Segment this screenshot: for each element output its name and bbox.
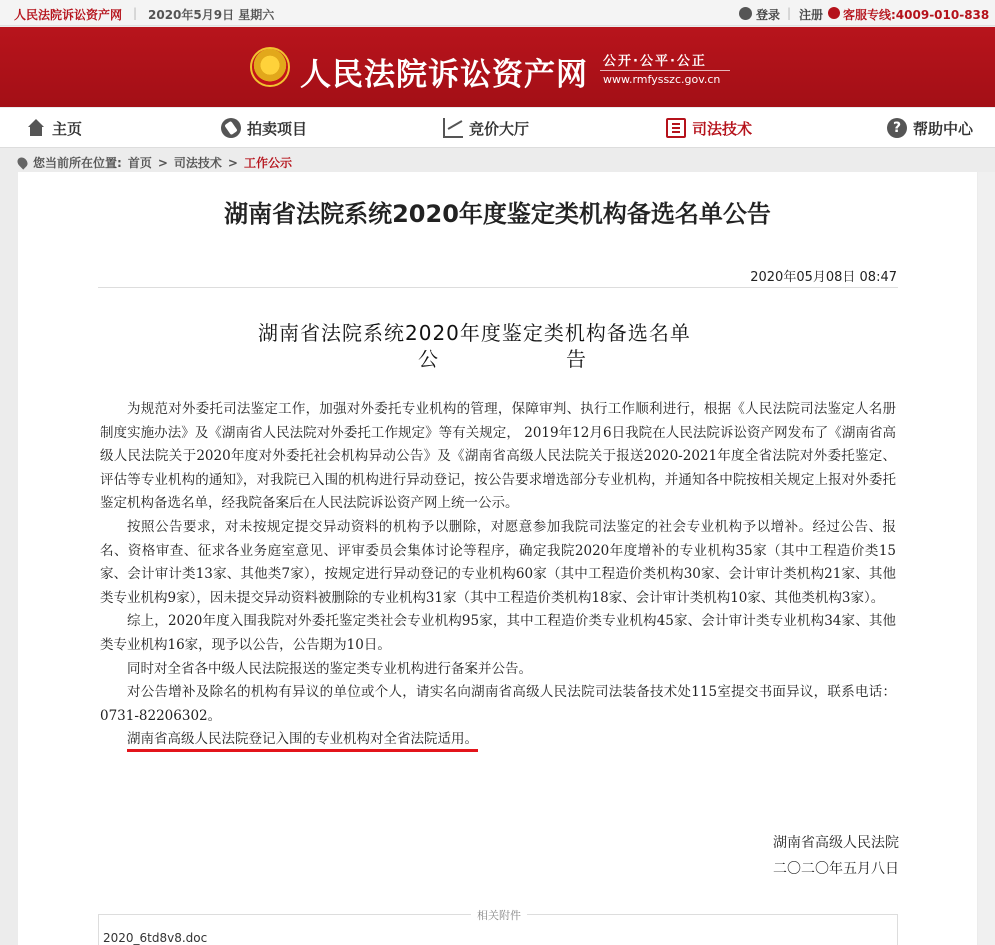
location-pin-icon — [15, 155, 29, 169]
chart-icon — [443, 118, 463, 138]
breadcrumb-home[interactable]: 首页 — [127, 156, 152, 170]
paragraph: 为规范对外委托司法鉴定工作，加强对外委托专业机构的管理，保障审判、执行工作顺利进行，根据《人民法院司法鉴定人名册制度实施办法》及《湖南省人民法院对外委托工作规定》等有关规定， 2019年12月6日我院在人民法院诉讼资产网发布了《湖南省高级人民法院关于2020年度对外委托社会机构异动公告》及《湖南省高级人民法院关于报送2020-2021年度全省法院对外委托鉴定、评估等专业机构的通知》，对我院已入围的机构进行异动登记，按公告要求增选部分专业机构，并通知各中院按相关规定上报对外委托鉴定机构备选名单，经我院备案后在人民法院诉讼资产网上统一公示。 — [100, 401, 896, 512]
breadcrumb-separator: > — [227, 155, 238, 170]
scrollbar[interactable] — [978, 172, 995, 945]
slogan: 公开·公平·公正 — [603, 54, 707, 69]
publish-time: 2020年05月08日 08:47 — [750, 270, 897, 285]
divider — [600, 70, 730, 71]
article-body — [100, 398, 896, 752]
home-icon — [26, 118, 46, 138]
page-title: 湖南省法院系统2020年度鉴定类机构备选名单公告 — [224, 200, 771, 228]
signing-date: 二〇二〇年五月八日 — [773, 861, 899, 877]
breadcrumb — [18, 154, 292, 171]
highlighted-text: 湖南省高级人民法院登记入围的专业机构对全省法院适用。 — [127, 731, 478, 748]
document-title-line: 公告 — [418, 347, 714, 371]
hotline-text: 客服专线:4009-010-838 — [843, 8, 990, 22]
header-banner — [0, 27, 995, 107]
nav-label: 拍卖项目 — [247, 119, 308, 138]
attachment-file-link[interactable]: 2020_6td8v8.doc — [103, 931, 208, 945]
divider: | — [787, 6, 792, 20]
user-icon — [739, 7, 752, 20]
breadcrumb-prefix: 您当前所在位置: — [33, 156, 122, 170]
phone-icon — [828, 7, 840, 19]
paragraph: 综上，2020年度入围我院对外委托鉴定类社会专业机构95家，其中工程造价类专业机构45家、会计审计类专业机构34家、其他类专业机构16家，现予以公告，公告期为10日。 — [100, 613, 896, 653]
nav-label: 主页 — [52, 119, 83, 138]
nav-label: 帮助中心 — [913, 119, 974, 138]
nav-item-home[interactable] — [26, 108, 82, 148]
divider: | — [133, 6, 138, 20]
book-icon — [666, 118, 686, 138]
divider — [98, 287, 898, 288]
site-name-link[interactable]: 人民法院诉讼资产网 — [14, 8, 123, 22]
highlighted-paragraph — [100, 728, 896, 752]
paragraph: 对公告增补及除名的机构有异议的单位或个人，请实名向湖南省高级人民法院司法装备技术处115室提交书面异议，联系电话：0731-82206302。 — [100, 684, 896, 724]
article-card — [18, 172, 977, 945]
top-bar — [0, 0, 995, 26]
breadcrumb-current[interactable]: 工作公示 — [243, 156, 292, 170]
register-link[interactable]: 注册 — [799, 8, 824, 22]
document-title-line: 湖南省法院系统2020年度鉴定类机构备选名单 — [258, 321, 691, 345]
breadcrumb-judicial-tech[interactable]: 司法技术 — [173, 156, 222, 170]
breadcrumb-separator: > — [157, 155, 168, 170]
nav-label: 司法技术 — [692, 119, 753, 138]
signature-block — [699, 830, 899, 882]
court-emblem-icon — [250, 47, 290, 87]
attachments-box — [98, 909, 898, 945]
site-url: www.rmfysszc.gov.cn — [603, 73, 721, 86]
paragraph: 按照公告要求，对未按规定提交异动资料的机构予以删除，对愿意参加我院司法鉴定的社会专业机构予以增补。经过公告、报名、资格审查、征求各业务庭室意见、评审委员会集体讨论等程序，确定我院2020年度增补的专业机构35家（其中工程造价类15家、会计审计类13家、其他类7家），按规定进行异动登记的专业机构60家（其中工程造价类机构30家、会计审计类机构21家、其他类专业机构9家），因未提交异动资料被删除的专业机构31家（其中工程造价类机构18家、会计审计类机构10家、其他类机构3家）。 — [100, 518, 896, 606]
nav-item-auction[interactable] — [221, 108, 307, 148]
document-title — [258, 320, 738, 372]
current-date: 2020年5月9日 星期六 — [148, 8, 275, 22]
main-nav — [0, 108, 995, 148]
gavel-icon — [221, 118, 241, 138]
nav-item-judicial-tech[interactable] — [666, 108, 752, 148]
nav-label: 竞价大厅 — [469, 119, 530, 138]
nav-item-help[interactable] — [887, 108, 973, 148]
nav-item-bidding[interactable] — [443, 108, 529, 148]
brand-logo-text[interactable]: 人民法院诉讼资产网 — [300, 57, 588, 93]
attachments-heading: 相关附件 — [99, 907, 899, 923]
login-link[interactable]: 登录 — [756, 8, 781, 22]
signing-organization: 湖南省高级人民法院 — [773, 835, 899, 851]
paragraph: 同时对全省各中级人民法院报送的鉴定类专业机构进行备案并公告。 — [127, 660, 532, 677]
help-icon: ? — [887, 118, 907, 138]
